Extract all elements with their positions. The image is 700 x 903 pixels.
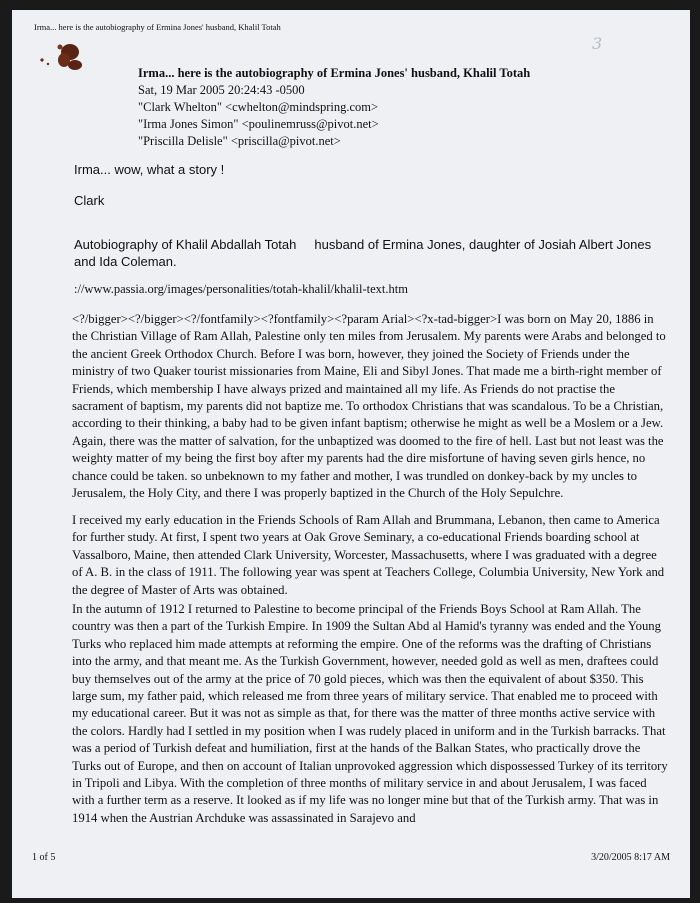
ink-stain <box>34 32 104 82</box>
document-page <box>12 10 690 898</box>
print-timestamp: 3/20/2005 8:17 AM <box>591 852 670 863</box>
paragraph-1: <?/bigger><?/bigger><?/fontfamily><?fontfamily><?param Arial><?x-tad-bigger>I was born on May 20, 1886 in the Christian Village of Ram Allah, Palestine only ten miles from Jerusalem. My parents were Arabs and belonged to the ancient Greek Orthodox Church. Before I was born, however, they joined the Society of Friends under the ministry of two Quaker tourist missionaries from Maine, Eli and Sibyl Jones. That made me a birth-right member of Friends, which membership I have always prized and maintained all my life. As Friends do not practise the sacrament of baptism, my parents did not baptize me. To orthodox Christians that was scandalous. To be a Christian, according to their thinking, a baby had to be given infant baptism; otherwise he might as well be a Moslem or a Jew. Again, there was the matter of salvation, for the unbaptized was doomed to the fire of hell. Last but not least was the weighty matter of my being the first boy after my parents had the dire misfortune of having seven girls hence, no chance could be taken. so unbeknown to my father and mother, I was trundled on donkey-back by my uncles to Jerusalem, the Holy City, and there I was properly baptized in the Church of the Holy Sepulchre. <box>72 312 666 501</box>
title-description: husband of Ermina Jones, daughter of Josiah Albert Jones and Ida Coleman. <box>74 237 652 269</box>
paragraph-3: In the autumn of 1912 I returned to Palestine to become principal of the Friends Boys School at Ram Allah. The country was then a part of the Turkish Empire. In 1909 the Sultan Abd al Hamid's tyranny was ended and the Young Turks who replaced him made attempts at reforming the empire. One of the reforms was the drafting of Christians into the army, and that meant me. As the Turkish Government, however, needed gold as well as men, draftees could buy themselves out of the army at the price of 70 gold pieces, which was then the equivalent of about $350. This large sum, my father paid, which released me from three years of military service. That enabled me to proceed with my educational career. But it was not as simple as that, for there was the matter of three months active service with the colors. Hardly had I settled in my position when I was rudely placed in uniform and in the Turkish barracks. That was a period of Turkish defeat and humiliation, first at the hands of the Balkan States, who practically drove the Turks out of Europe, and then on account of Italian unprovoked aggression which dispossessed Turkey of its territory in Tripoli and Libya. With the completion of three months of military service in and about Jerusalem, I was faced with a further term as a reserve. It looked as if my life was no longer mine but that of the Turkish army. That was in 1914 when the Austrian Archduke was assassinated in Sarajevo and <box>72 602 668 825</box>
source-url: ://www.passia.org/images/personalities/totah-khalil/khalil-text.htm <box>74 282 408 296</box>
title-name: Autobiography of Khalil Abdallah Totah <box>74 237 297 252</box>
page-number: 1 of 5 <box>32 852 56 863</box>
date-value: Sat, 19 Mar 2005 20:24:43 -0500 <box>138 83 305 97</box>
to-value: "Irma Jones Simon" <poulinemruss@pivot.net> <box>138 117 379 131</box>
paragraph-2: I received my early education in the Friends Schools of Ram Allah and Brummana, Lebanon, then came to America for further study. At first, I spent two years at Oak Grove Seminary, a co-educational Friends boarding school at Vassalboro, Maine, then attended Clark University, Worcester, Massachusetts, where I was graduated with a degree of A. B. in the class of 1911. The following year was spent at Teachers College, Columbia University, New York and the degree of Master of Arts was obtained. <box>72 513 665 597</box>
print-header: Irma... here is the autobiography of Ermina Jones' husband, Khalil Totah <box>34 22 281 32</box>
cc-value: "Priscilla Delisle" <priscilla@pivot.net> <box>138 134 341 148</box>
subject-value: Irma... here is the autobiography of Ermina Jones' husband, Khalil Totah <box>138 66 531 80</box>
from-value: "Clark Whelton" <cwhelton@mindspring.com> <box>138 100 379 114</box>
pencil-mark: 3 <box>592 34 603 53</box>
autobiography-title <box>74 236 659 270</box>
message-signature: Clark <box>74 193 105 208</box>
message-greeting: Irma... wow, what a story ! <box>74 162 225 177</box>
